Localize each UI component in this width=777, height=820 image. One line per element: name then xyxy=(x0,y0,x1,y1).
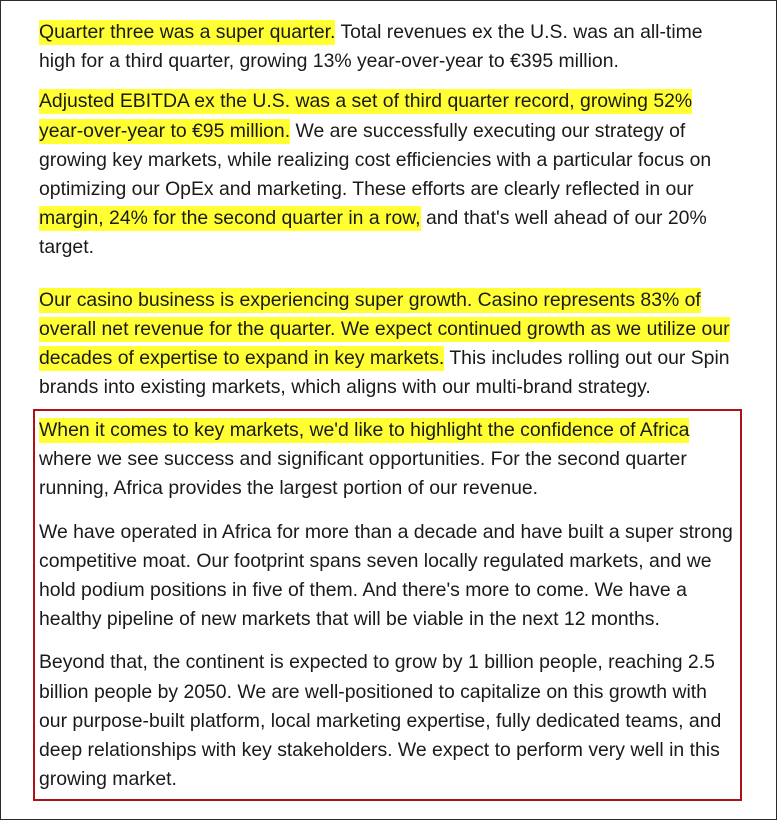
paragraph-africa-key-market xyxy=(39,416,739,504)
paragraph-africa-growth xyxy=(39,648,739,794)
highlight-casino-growth: Our casino business is experiencing super growth. Casino represents 83% of overall net revenue for the quarter. We expect continued growth as we utilize our decades of expertise to expand in key markets. xyxy=(39,288,730,370)
highlight-quarter-super: Quarter three was a super quarter. xyxy=(39,21,336,43)
paragraph-casino xyxy=(39,286,739,403)
highlight-africa-confidence: When it comes to key markets, we'd like to highlight the confidence of Africa xyxy=(39,419,690,441)
transcript-body xyxy=(39,18,739,402)
paragraph-africa-moat xyxy=(39,518,739,635)
highlight-margin: margin, 24% for the second quarter in a row, xyxy=(39,207,421,230)
paragraph-quarter-summary xyxy=(39,18,739,76)
paragraph-text: We are successfully executing our strategy of growing key markets, while realizing cost efficiencies with a particular focus on optimizing our OpEx and marketing. These efforts are clearly reflected in our xyxy=(39,119,712,201)
paragraph-text: This includes rolling out our Spin brands into existing markets, which aligns with our multi-brand strategy. xyxy=(39,347,730,399)
paragraph-ebitda xyxy=(39,87,739,262)
paragraph-text: Total revenues ex the U.S. was an all-time high for a third quarter, growing 13% year-over-year to €395 million. xyxy=(39,21,703,73)
paragraph-text: Beyond that, the continent is expected to grow by 1 billion people, reaching 2.5 billion people by 2050. We are well-positioned to capitalize on this growth with our purpose-built platform, local marketing expertise, fully dedicated teams, and deep relationships with key stakeholders. We expect to perform very well in this growing market. xyxy=(39,651,722,791)
paragraph-text: where we see success and significant opportunities. For the second quarter running, Africa provides the largest portion of our revenue. xyxy=(39,448,687,500)
africa-callout-content xyxy=(39,416,739,794)
paragraph-text: and that's well ahead of our 20% target. xyxy=(39,207,707,259)
highlight-ebitda-record: Adjusted EBITDA ex the U.S. was a set of third quarter record, growing 52% year-over-year to €95 million. xyxy=(39,90,693,142)
paragraph-text: We have operated in Africa for more than a decade and have built a super strong competitive moat. Our footprint spans seven locally regulated markets, and we hold podium positions in five of them. And there's more to come. We have a healthy pipeline of new markets that will be viable in the next 12 months. xyxy=(39,520,733,631)
